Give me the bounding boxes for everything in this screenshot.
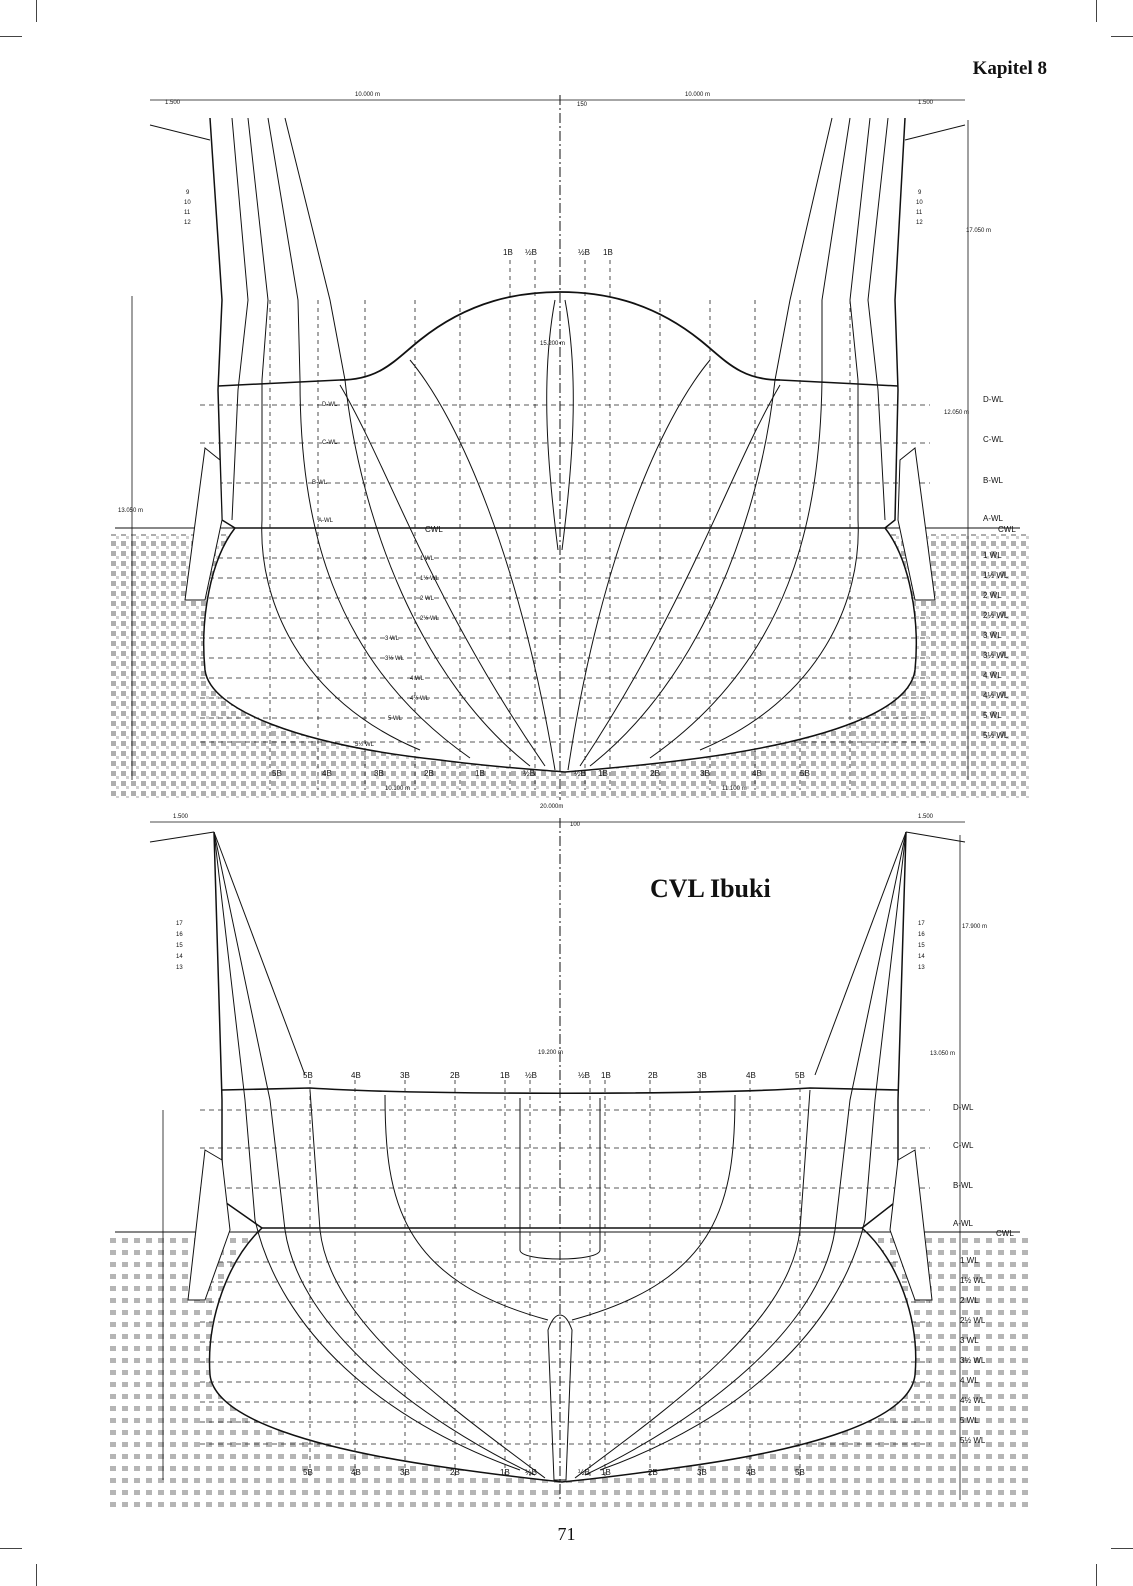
station-label: 10	[916, 200, 923, 206]
dim-label: 12.050 m	[944, 410, 970, 416]
station-label: 12	[916, 220, 923, 226]
buttock-label: ½B	[523, 769, 536, 778]
waterline-label: CWL	[998, 525, 1016, 534]
buttock-label: 4B	[351, 1071, 361, 1080]
waterline-label: 1½ WL	[420, 576, 440, 582]
buttock-label: 3B	[697, 1071, 707, 1080]
waterline-label: CWL	[425, 525, 443, 534]
station-label: 9	[186, 190, 190, 196]
buttock-label: 3B	[400, 1468, 410, 1477]
waterline-label: C-WL	[322, 440, 338, 446]
page-number: 71	[557, 1524, 576, 1544]
station-label: 11	[916, 210, 923, 216]
dim-label: 11.100 m	[722, 786, 747, 792]
station-label: 12	[184, 220, 191, 226]
buttock-label: 4B	[746, 1468, 756, 1477]
top-hull-plan	[110, 95, 1030, 800]
buttock-label: 2B	[450, 1071, 460, 1080]
buttock-label: 3B	[700, 769, 710, 778]
dim-label: 1.500	[173, 814, 189, 820]
buttock-label: 5B	[800, 769, 810, 778]
dim-label: 1.500	[918, 100, 934, 106]
dim-label: 1.500	[165, 100, 181, 106]
station-label: 14	[918, 954, 925, 960]
buttock-label: ½B	[578, 1468, 591, 1477]
dim-label: 15.200 m	[540, 341, 566, 347]
buttock-label: 4B	[351, 1468, 361, 1477]
dim-label: 150	[577, 102, 588, 108]
dim-label: 13.050 m	[118, 508, 144, 514]
bottom-hull-plan	[110, 818, 1030, 1508]
dim-label: 10.100 m	[385, 786, 411, 792]
buttock-label: 3B	[374, 769, 384, 778]
waterline-label: C-WL	[953, 1141, 974, 1150]
dim-label: 19.200 m	[538, 1050, 564, 1056]
buttock-label: 5B	[303, 1468, 313, 1477]
waterline-label: CWL	[996, 1229, 1014, 1238]
buttock-label: 4B	[746, 1071, 756, 1080]
waterline-label: A-WL	[318, 518, 333, 524]
waterline-label: 5 WL	[983, 711, 1002, 720]
buttock-label: ½B	[525, 1071, 538, 1080]
station-label: 11	[184, 210, 191, 216]
waterline-label: 3½ WL	[983, 651, 1009, 660]
buttock-label: 2B	[424, 769, 434, 778]
waterline-label: 2 WL	[960, 1296, 979, 1305]
waterline-label: 1 WL	[960, 1256, 979, 1265]
waterline-label: 3 WL	[960, 1336, 979, 1345]
buttock-label: 2B	[648, 1468, 658, 1477]
buttock-label: 5B	[303, 1071, 313, 1080]
waterline-label: 4 WL	[960, 1376, 979, 1385]
waterline-label: A-WL	[953, 1219, 973, 1228]
waterline-label: D-WL	[322, 402, 338, 408]
waterline-label: 2½ WL	[420, 616, 440, 622]
buttock-label: 2B	[650, 769, 660, 778]
buttock-label: ½B	[578, 248, 591, 257]
station-label: 13	[176, 965, 183, 971]
station-label: 15	[176, 943, 183, 949]
station-label: 13	[918, 965, 925, 971]
waterline-label: 2½ WL	[983, 611, 1009, 620]
dim-label: 10.000 m	[355, 92, 381, 98]
waterline-label: 1½ WL	[983, 571, 1009, 580]
buttock-label: ½B	[525, 248, 538, 257]
waterline-label: 4 WL	[983, 671, 1002, 680]
station-label: 17	[918, 921, 925, 927]
buttock-label: 4B	[752, 769, 762, 778]
waterline-label: 3 WL	[983, 631, 1002, 640]
dim-label: 20.000m	[540, 804, 564, 810]
waterline-label: 4½ WL	[960, 1396, 986, 1405]
waterline-label: 2½ WL	[960, 1316, 986, 1325]
buttock-label: 2B	[648, 1071, 658, 1080]
station-label: 17	[176, 921, 183, 927]
chapter-heading: Kapitel 8	[972, 58, 1047, 79]
station-label: 16	[918, 932, 925, 938]
buttock-label: 1B	[500, 1071, 510, 1080]
waterline-label: 1 WL	[983, 551, 1002, 560]
waterline-label: D-WL	[983, 395, 1004, 404]
buttock-label: 1B	[601, 1468, 611, 1477]
buttock-label: 1B	[598, 769, 608, 778]
buttock-label: 5B	[272, 769, 282, 778]
waterline-label: 2 WL	[983, 591, 1002, 600]
waterline-label: 4½ WL	[410, 696, 430, 702]
waterline-label: 3 WL	[385, 636, 400, 642]
dim-label: 10.000 m	[685, 92, 711, 98]
figure-caption: CVL Ibuki	[650, 874, 771, 903]
waterline-label: D-WL	[953, 1103, 974, 1112]
station-label: 9	[918, 190, 922, 196]
waterline-label: B-WL	[312, 480, 327, 486]
buttock-label: 3B	[697, 1468, 707, 1477]
buttock-label: 5B	[795, 1071, 805, 1080]
waterline-label: 2 WL	[420, 596, 435, 602]
waterline-label: B-WL	[983, 476, 1003, 485]
waterline-label: 4 WL	[410, 676, 425, 682]
dim-label: 17.900 m	[962, 924, 988, 930]
dim-label: 13.050 m	[930, 1051, 956, 1057]
waterline-label: 1½ WL	[960, 1276, 986, 1285]
waterline-label: B-WL	[953, 1181, 973, 1190]
waterline-label: 5½ WL	[983, 731, 1009, 740]
buttock-label: 3B	[400, 1071, 410, 1080]
waterline-label: 5½ WL	[355, 742, 375, 748]
waterline-label: 5½ WL	[960, 1436, 986, 1445]
buttock-label: ½B	[578, 1071, 591, 1080]
waterline-label: 3½ WL	[960, 1356, 986, 1365]
station-label: 10	[184, 200, 191, 206]
dim-label: 100	[570, 822, 581, 828]
buttock-label: 1B	[500, 1468, 510, 1477]
dim-label: 1.500	[918, 814, 934, 820]
station-label: 15	[918, 943, 925, 949]
waterline-label: A-WL	[983, 514, 1003, 523]
buttock-label: ½B	[525, 1468, 538, 1477]
buttock-label: 1B	[475, 769, 485, 778]
waterline-label: 5 WL	[960, 1416, 979, 1425]
waterline-label: 5 WL	[388, 716, 403, 722]
buttock-label: 4B	[322, 769, 332, 778]
dim-label: 17.050 m	[966, 228, 992, 234]
buttock-label: ½B	[574, 769, 587, 778]
buttock-label: 1B	[601, 1071, 611, 1080]
station-label: 14	[176, 954, 183, 960]
buttock-label: 1B	[603, 248, 613, 257]
waterline-label: C-WL	[983, 435, 1004, 444]
buttock-label: 1B	[503, 248, 513, 257]
buttock-label: 2B	[450, 1468, 460, 1477]
waterline-label: 1 WL	[420, 556, 435, 562]
waterline-label: 3½ WL	[385, 656, 405, 662]
station-label: 16	[176, 932, 183, 938]
buttock-label: 5B	[795, 1468, 805, 1477]
waterline-label: 4½ WL	[983, 691, 1009, 700]
